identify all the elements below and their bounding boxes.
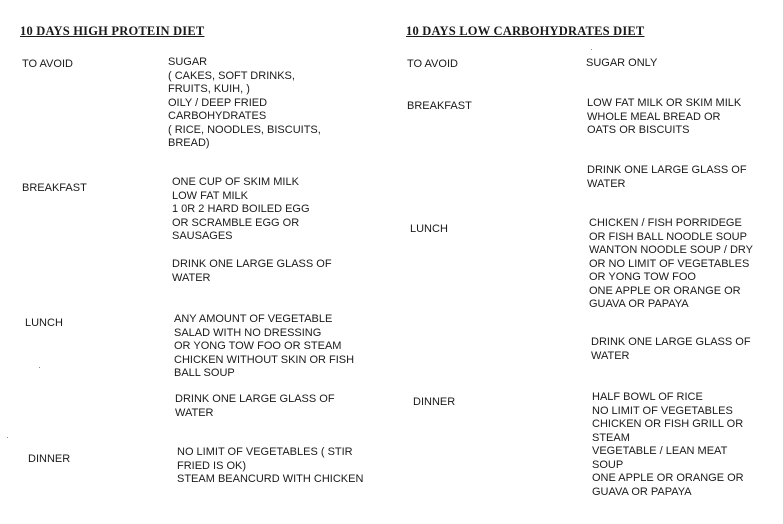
list-line: GUAVA OR PAPAYA (589, 298, 689, 310)
hp-to-avoid-list (168, 56, 321, 151)
list-line: BREAD) (168, 137, 210, 149)
list-line: ONE APPLE OR ORANGE OR (589, 284, 741, 297)
lc-to-avoid-label: TO AVOID (407, 58, 458, 70)
lc-breakfast-label: BREAKFAST (407, 100, 472, 112)
hp-lunch-label: LUNCH (25, 317, 63, 329)
list-line: FRIED IS OK) (177, 459, 247, 472)
list-line: DRINK ONE LARGE GLASS OF (591, 336, 751, 348)
list-line: DRINK ONE LARGE GLASS OF (172, 258, 332, 270)
hp-breakfast-list (172, 176, 310, 244)
hp-lunch-list (174, 313, 354, 381)
list-line: STEAM BEANCURD WITH CHICKEN (177, 473, 364, 485)
list-line: 1 0R 2 HARD BOILED EGG (172, 203, 310, 215)
lc-breakfast-list (587, 97, 741, 138)
list-line: CHICKEN WITHOUT SKIN OR FISH (174, 353, 355, 366)
list-line: OR NO LIMIT OF VEGETABLES (589, 257, 750, 270)
list-line: VEGETABLE / LEAN MEAT (592, 445, 728, 457)
list-line: SUGAR ONLY (586, 57, 658, 69)
list-line: WATER (172, 271, 211, 284)
list-line: NO LIMIT OF VEGETABLES ( STIR (177, 446, 353, 458)
list-line: ANY AMOUNT OF VEGETABLE (174, 313, 333, 325)
list-line: WATER (591, 349, 630, 362)
hp-breakfast-drink (172, 258, 332, 285)
list-line: CHICKEN / FISH PORRIDEGE (589, 217, 742, 229)
scan-dot: · (38, 362, 41, 372)
lc-lunch-label: LUNCH (410, 223, 448, 235)
low-carb-title: 10 DAYS LOW CARBOHYDRATES DIET (406, 24, 645, 38)
hp-lunch-drink (175, 393, 335, 420)
list-line: WATER (175, 406, 214, 419)
lc-dinner-label: DINNER (413, 396, 456, 408)
hp-dinner-list (177, 446, 363, 487)
list-line: GUAVA OR PAPAYA (592, 485, 692, 498)
list-line: SUGAR (168, 56, 208, 68)
list-line: STEAM (592, 431, 630, 444)
list-line: HALF BOWL OF RICE (592, 391, 703, 403)
list-line: WHOLE MEAL BREAD OR (587, 110, 721, 123)
list-line: OR YONG TOW FOO OR STEAM (174, 340, 342, 352)
list-line: CHICKEN OR FISH GRILL OR (592, 418, 744, 430)
list-line: OR YONG TOW FOO (589, 271, 696, 283)
lc-breakfast-drink (587, 164, 747, 191)
list-line: BALL SOUP (174, 367, 235, 379)
list-line: CARBOHYDRATES (168, 110, 267, 122)
list-line: WATER (587, 177, 626, 190)
hp-dinner-label: DINNER (28, 453, 71, 465)
lc-to-avoid-list (586, 57, 657, 71)
hp-breakfast-label: BREAKFAST (22, 182, 87, 194)
scan-dot: · (6, 432, 9, 442)
list-line: DRINK ONE LARGE GLASS OF (587, 164, 747, 176)
list-line: OR FISH BALL NOODLE SOUP (589, 230, 747, 243)
list-line: WANTON NOODLE SOUP / DRY (589, 244, 754, 256)
list-line: ( RICE, NOODLES, BISCUITS, (168, 123, 321, 136)
list-line: LOW FAT MILK (172, 189, 248, 202)
list-line: ONE APPLE OR ORANGE OR (592, 472, 744, 484)
list-line: SAUSAGES (172, 230, 233, 242)
list-line: OR SCRAMBLE EGG OR (172, 216, 300, 229)
list-line: NO LIMIT OF VEGETABLES (592, 404, 733, 417)
list-line: SALAD WITH NO DRESSING (174, 326, 322, 339)
list-line: ONE CUP OF SKIM MILK (172, 176, 299, 188)
list-line: OILY / DEEP FRIED (168, 96, 268, 109)
list-line: FRUITS, KUIH, ) (168, 83, 250, 95)
lc-lunch-drink (591, 336, 751, 363)
lc-lunch-list (589, 217, 753, 312)
high-protein-title: 10 DAYS HIGH PROTEIN DIET (20, 24, 205, 38)
list-line: SOUP (592, 458, 624, 471)
list-line: LOW FAT MILK OR SKIM MILK (587, 97, 742, 109)
hp-to-avoid-label: TO AVOID (22, 58, 73, 70)
list-line: ( CAKES, SOFT DRINKS, (168, 69, 295, 82)
list-line: DRINK ONE LARGE GLASS OF (175, 393, 335, 405)
scan-mark: · (590, 44, 593, 54)
list-line: OATS OR BISCUITS (587, 124, 690, 136)
lc-dinner-list (592, 391, 744, 499)
